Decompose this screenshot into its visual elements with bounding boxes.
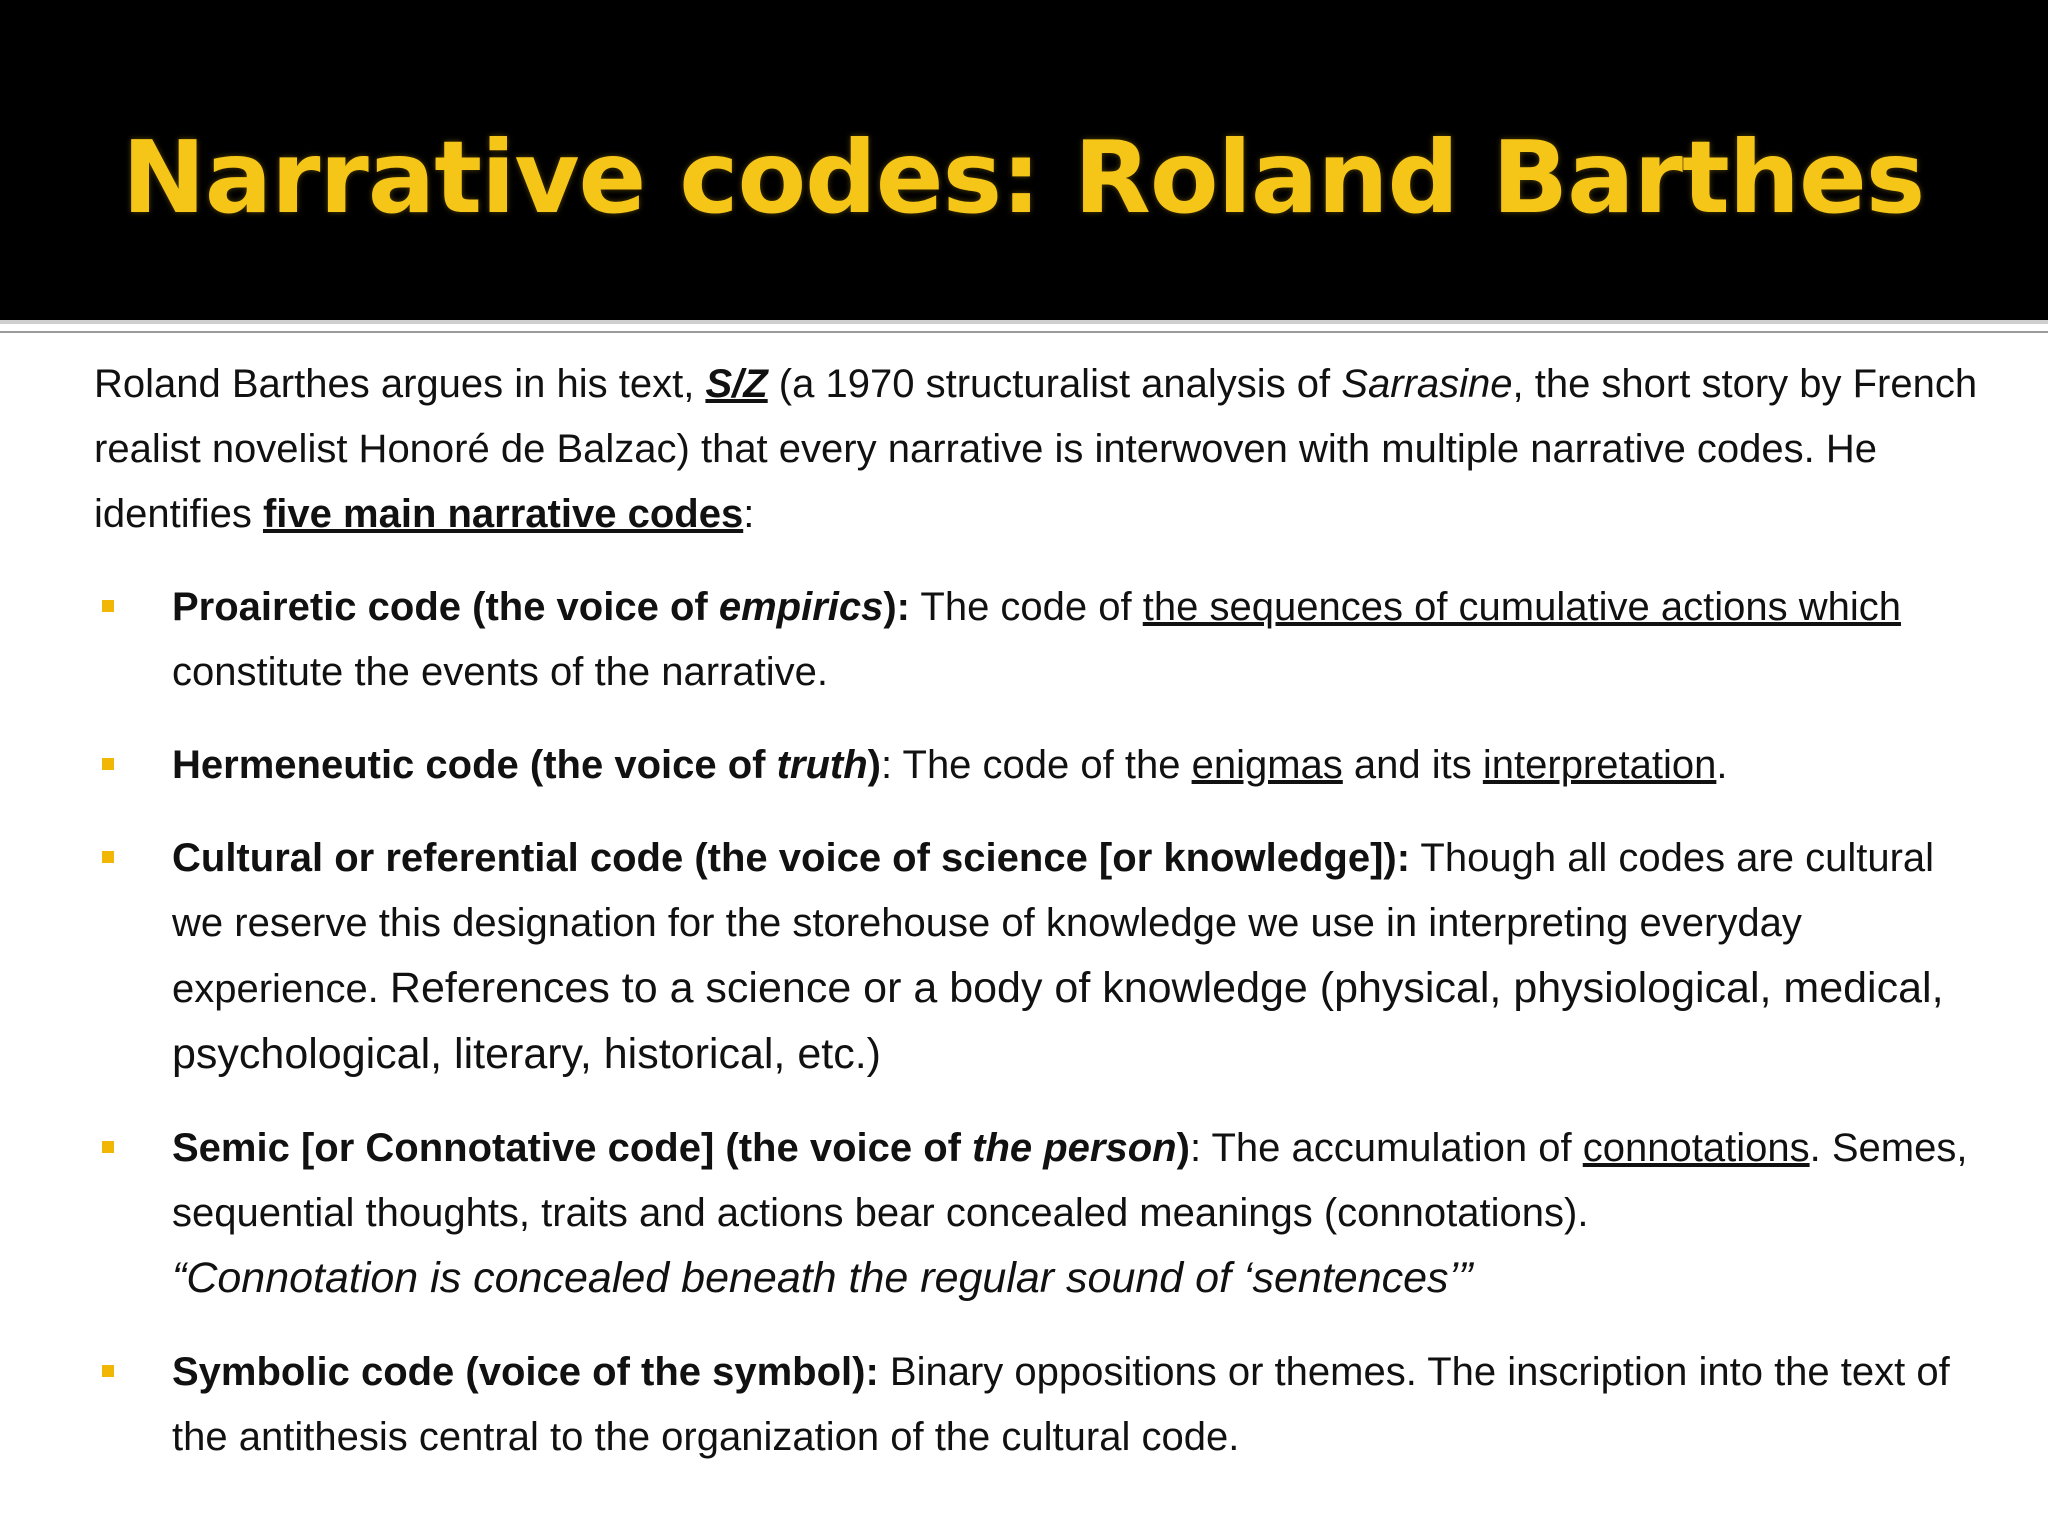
- header-divider-thin: [0, 331, 2048, 333]
- intro-text: :: [743, 492, 755, 536]
- bullet-square-icon: [102, 600, 114, 612]
- code-voice: truth: [776, 743, 868, 787]
- work-title-sz: S/Z: [705, 362, 768, 406]
- code-name: Symbolic code (voice of the symbol):: [172, 1350, 879, 1394]
- code-name: [172, 585, 910, 629]
- underlined-connotations: connotations: [1582, 1126, 1810, 1170]
- code-name: [172, 743, 881, 787]
- connotation-quote: “Connotation is concealed beneath the regular sound of ‘sentences’”: [172, 1254, 1473, 1302]
- slide-title: Narrative codes: Roland Barthes: [122, 119, 1925, 236]
- code-text: : The accumulation of: [1189, 1126, 1583, 1170]
- list-item-cultural-code: [94, 826, 1994, 1088]
- code-name: [172, 1126, 1190, 1170]
- list-item-hermeneutic-code: [94, 733, 1994, 798]
- code-text: The code of: [910, 585, 1143, 629]
- code-name-part: ): [867, 743, 881, 787]
- intro-paragraph: [94, 352, 1994, 547]
- code-name-part: Proairetic code (the voice of: [172, 585, 719, 629]
- bullet-square-icon: [102, 1365, 114, 1377]
- code-name-part: ):: [883, 585, 910, 629]
- bullet-square-icon: [102, 758, 114, 770]
- story-title: Sarrasine: [1341, 362, 1513, 406]
- code-text: : The code of the: [881, 743, 1192, 787]
- list-item-semic-code: [94, 1116, 1994, 1312]
- underlined-interpretation: interpretation: [1482, 743, 1717, 787]
- bullet-square-icon: [102, 1141, 114, 1153]
- intro-emphasis: five main narrative codes: [262, 492, 744, 536]
- code-name-part: ): [1176, 1126, 1190, 1170]
- slide-body: [94, 352, 1994, 1498]
- slide-header: [0, 0, 2048, 320]
- code-text: . Semes, sequential thoughts, traits and actions bear concealed meanings (connotations).: [172, 1126, 1968, 1235]
- code-text-references: References to a science or a body of knowledge (physical, physiological, medical, psychological, literary, historical, etc.): [172, 964, 1944, 1078]
- code-text: Though all codes are cultural we reserve this designation for the storehouse of knowledge we use in interpreting everyday experience.: [172, 836, 1935, 1011]
- code-text: .: [1716, 743, 1728, 787]
- code-name-part: Semic [or Connotative code] (the voice of: [172, 1126, 973, 1170]
- code-text: constitute the events of the narrative.: [172, 650, 828, 694]
- code-voice: empirics: [718, 585, 884, 629]
- bullet-square-icon: [102, 851, 114, 863]
- list-item-symbolic-code: [94, 1340, 1994, 1470]
- underlined-phrase: the sequences of cumulative actions which: [1142, 585, 1901, 629]
- intro-text: , the short story by French realist novelist Honoré de Balzac) that every narrative is interwoven with multiple narrative codes. He identifies: [94, 362, 1978, 536]
- code-text: Binary oppositions or themes. The inscription into the text of the antithesis central to the organization of the cultural code.: [172, 1350, 1950, 1459]
- code-text: and its: [1342, 743, 1483, 787]
- header-divider: [0, 320, 2048, 324]
- code-name-part: Hermeneutic code (the voice of: [172, 743, 777, 787]
- code-name: Cultural or referential code (the voice of science [or knowledge]):: [172, 836, 1411, 880]
- codes-list: [94, 575, 1994, 1470]
- list-item-proairetic-code: [94, 575, 1994, 705]
- intro-text: Roland Barthes argues in his text,: [94, 362, 706, 406]
- intro-text: (a 1970 structuralist analysis of: [767, 362, 1342, 406]
- code-voice: the person: [972, 1126, 1177, 1170]
- underlined-enigmas: enigmas: [1191, 743, 1343, 787]
